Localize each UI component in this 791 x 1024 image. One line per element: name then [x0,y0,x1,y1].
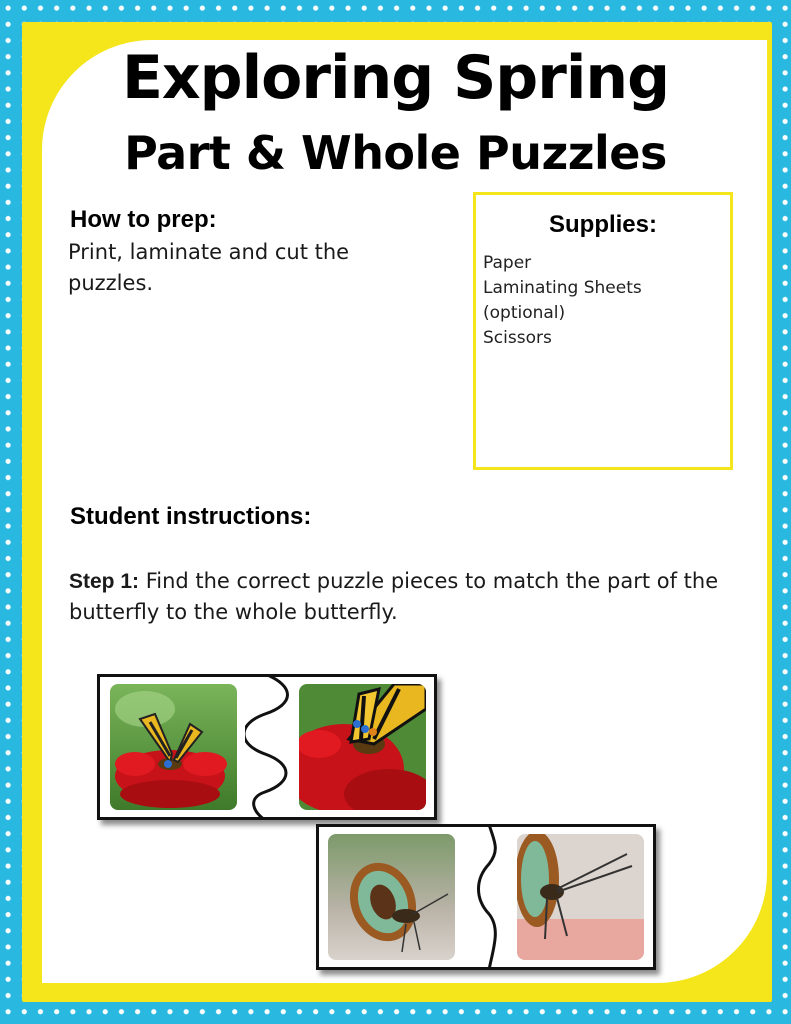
supply-item: Paper [483,253,532,273]
prep-heading: How to prep: [70,206,217,233]
puzzle-1-right-image [299,684,426,810]
supply-item: Laminating Sheets [483,278,642,298]
puzzle-1-left-image [110,684,237,810]
supplies-list [483,251,723,351]
supplies-box [473,192,733,470]
step-1-text [69,566,739,628]
puzzle-card-2 [316,824,656,970]
instructions-heading: Student instructions: [70,503,312,530]
puzzle-2-cut-line [467,824,511,970]
prep-text: Print, laminate and cut the puzzles. [68,240,350,295]
puzzle-2-left-image [328,834,455,960]
page-subtitle: Part & Whole Puzzles [124,126,667,180]
puzzle-card-1 [97,674,437,820]
supply-item: (optional) [483,303,566,323]
supply-item: Scissors [483,328,552,348]
step-description: Find the correct puzzle pieces to match the part of the butterfly to the whole butterfly. [69,569,719,624]
puzzle-1-cut-line [245,674,295,820]
page-title: Exploring Spring [121,43,670,113]
step-label: Step 1: [69,570,140,593]
supplies-heading: Supplies: [548,211,657,238]
puzzle-2-right-image [517,834,644,960]
